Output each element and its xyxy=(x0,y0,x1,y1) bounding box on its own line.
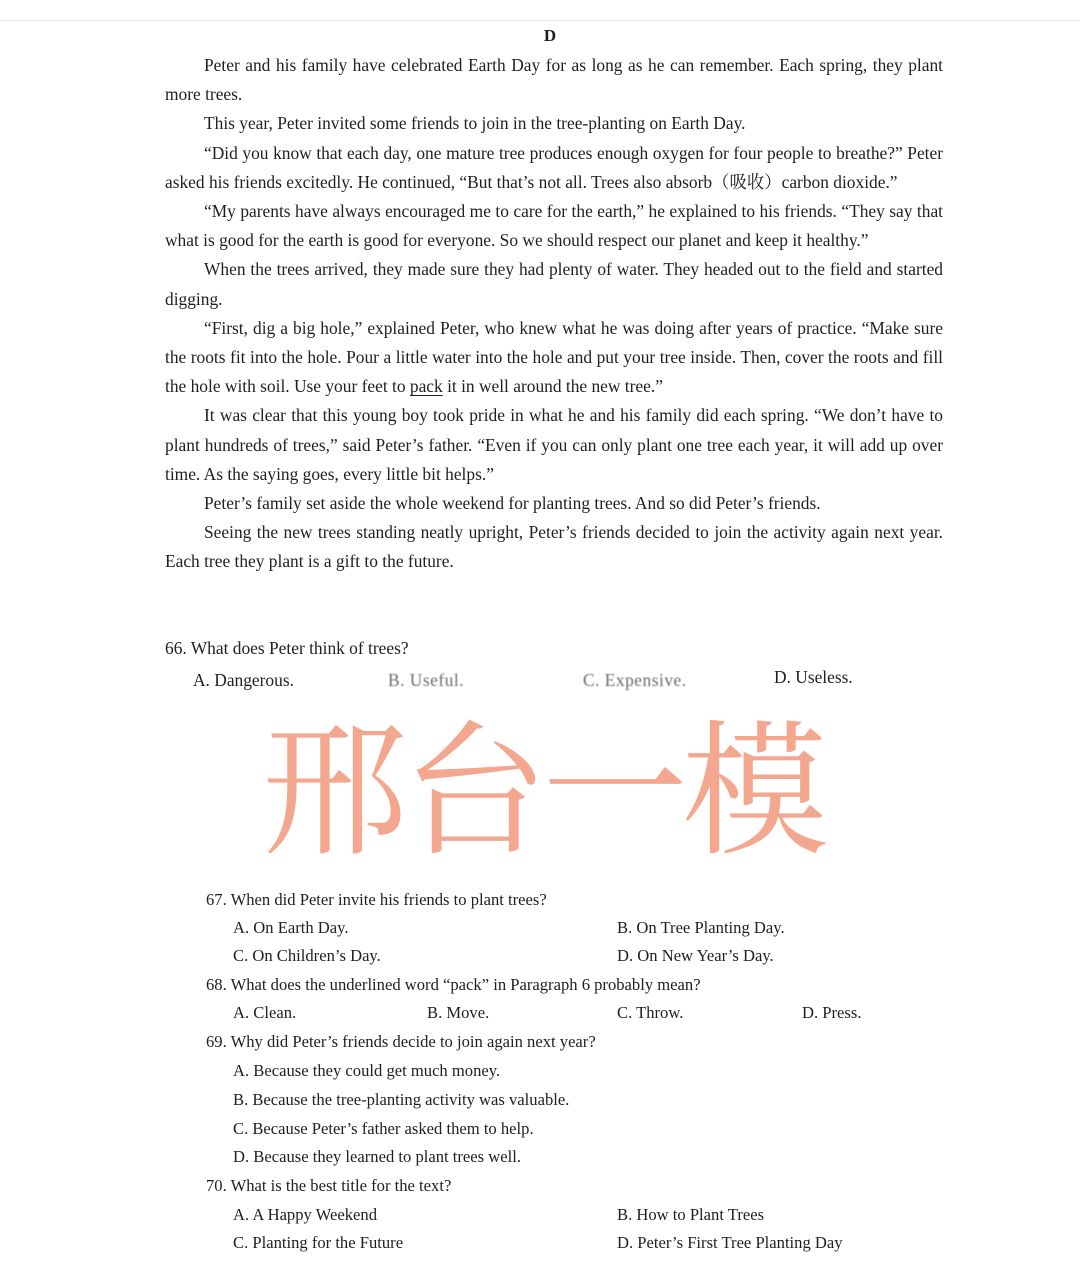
q68-option-b: B. Move. xyxy=(427,1003,490,1022)
question-67: 67. When did Peter invite his friends to plant trees? xyxy=(206,890,547,909)
paragraph-6-start: “First, dig a big hole,” explained Peter, who knew what he was doing after years of practice. “Make sure the roots fit into the hole. Pour a little water into the hole and put your tree inside. Then, cover the roots and fill the hole with soil. Use your feet to xyxy=(165,317,943,397)
q68-option-c: C. Throw. xyxy=(617,1003,684,1022)
q70-option-c: C. Planting for the Future xyxy=(233,1233,404,1252)
q68-option-d: D. Press. xyxy=(802,1003,862,1022)
q67-option-c: C. On Children’s Day. xyxy=(233,946,381,965)
paragraph-4: “My parents have always encouraged me to care for the earth,” he explained to his friends. “They say that what is good for the earth is good for everyone. So we should respect our planet and keep it healthy.” xyxy=(165,201,943,251)
paragraph-7: It was clear that this young boy took pride in what he and his family did each spring. “We don’t have to plant hundreds of trees,” said Peter’s father. “Even if you can only plant one tree each year, it will add up over time. As the saying goes, every little bit helps.” xyxy=(165,405,943,484)
paragraph-8: Peter’s family set aside the whole weekend for planting trees. And so did Peter’s friends. xyxy=(204,493,821,514)
question-69: 69. Why did Peter’s friends decide to join again next year? xyxy=(206,1032,596,1051)
q67-option-b: B. On Tree Planting Day. xyxy=(617,918,785,937)
q70-option-a: A. A Happy Weekend xyxy=(233,1205,377,1224)
q70-option-d: D. Peter’s First Tree Planting Day xyxy=(617,1233,843,1252)
paragraph-5: When the trees arrived, they made sure they had plenty of water. They headed out to the field and started digging. xyxy=(165,259,943,309)
question-66: 66. What does Peter think of trees? xyxy=(165,638,409,658)
paragraph-6 xyxy=(165,314,943,402)
paragraph-1: Peter and his family have celebrated Earth Day for as long as he can remember. Each spring, they plant more trees. xyxy=(165,55,943,105)
section-heading: D xyxy=(543,26,557,45)
paragraph-3: “Did you know that each day, one mature tree produces enough oxygen for four people to breathe?” Peter asked his friends excitedly. He continued, “But that’s not all. Trees also absorb（吸收）carbon dioxide.” xyxy=(165,142,943,192)
q69-option-b: B. Because the tree-planting activity was valuable. xyxy=(233,1090,570,1109)
q69-option-a: A. Because they could get much money. xyxy=(233,1061,501,1080)
paragraph-2: This year, Peter invited some friends to join in the tree-planting on Earth Day. xyxy=(204,113,746,134)
q66-option-c: C. Expensive. xyxy=(583,670,687,690)
q66-option-d: D. Useless. xyxy=(774,667,853,687)
q69-option-d: D. Because they learned to plant trees well. xyxy=(233,1147,521,1166)
q66-option-b: B. Useful. xyxy=(388,670,465,690)
q68-option-a: A. Clean. xyxy=(233,1003,297,1022)
question-68: 68. What does the underlined word “pack” in Paragraph 6 probably mean? xyxy=(206,975,701,994)
q69-option-c: C. Because Peter’s father asked them to help. xyxy=(233,1119,534,1138)
watermark-stamp: 邢台一模 xyxy=(262,707,822,877)
top-divider xyxy=(0,20,1080,21)
q66-option-a: A. Dangerous. xyxy=(193,670,294,690)
reading-passage xyxy=(165,51,943,577)
underlined-word: pack xyxy=(409,376,443,397)
q70-option-b: B. How to Plant Trees xyxy=(617,1205,765,1224)
paragraph-6-end: it in well around the new tree.” xyxy=(442,376,663,397)
question-70: 70. What is the best title for the text? xyxy=(206,1176,452,1195)
q67-option-d: D. On New Year’s Day. xyxy=(617,946,774,965)
paragraph-9: Seeing the new trees standing neatly upright, Peter’s friends decided to join the activity again next year. Each tree they plant is a gift to the future. xyxy=(165,522,943,572)
q67-option-a: A. On Earth Day. xyxy=(233,918,349,937)
